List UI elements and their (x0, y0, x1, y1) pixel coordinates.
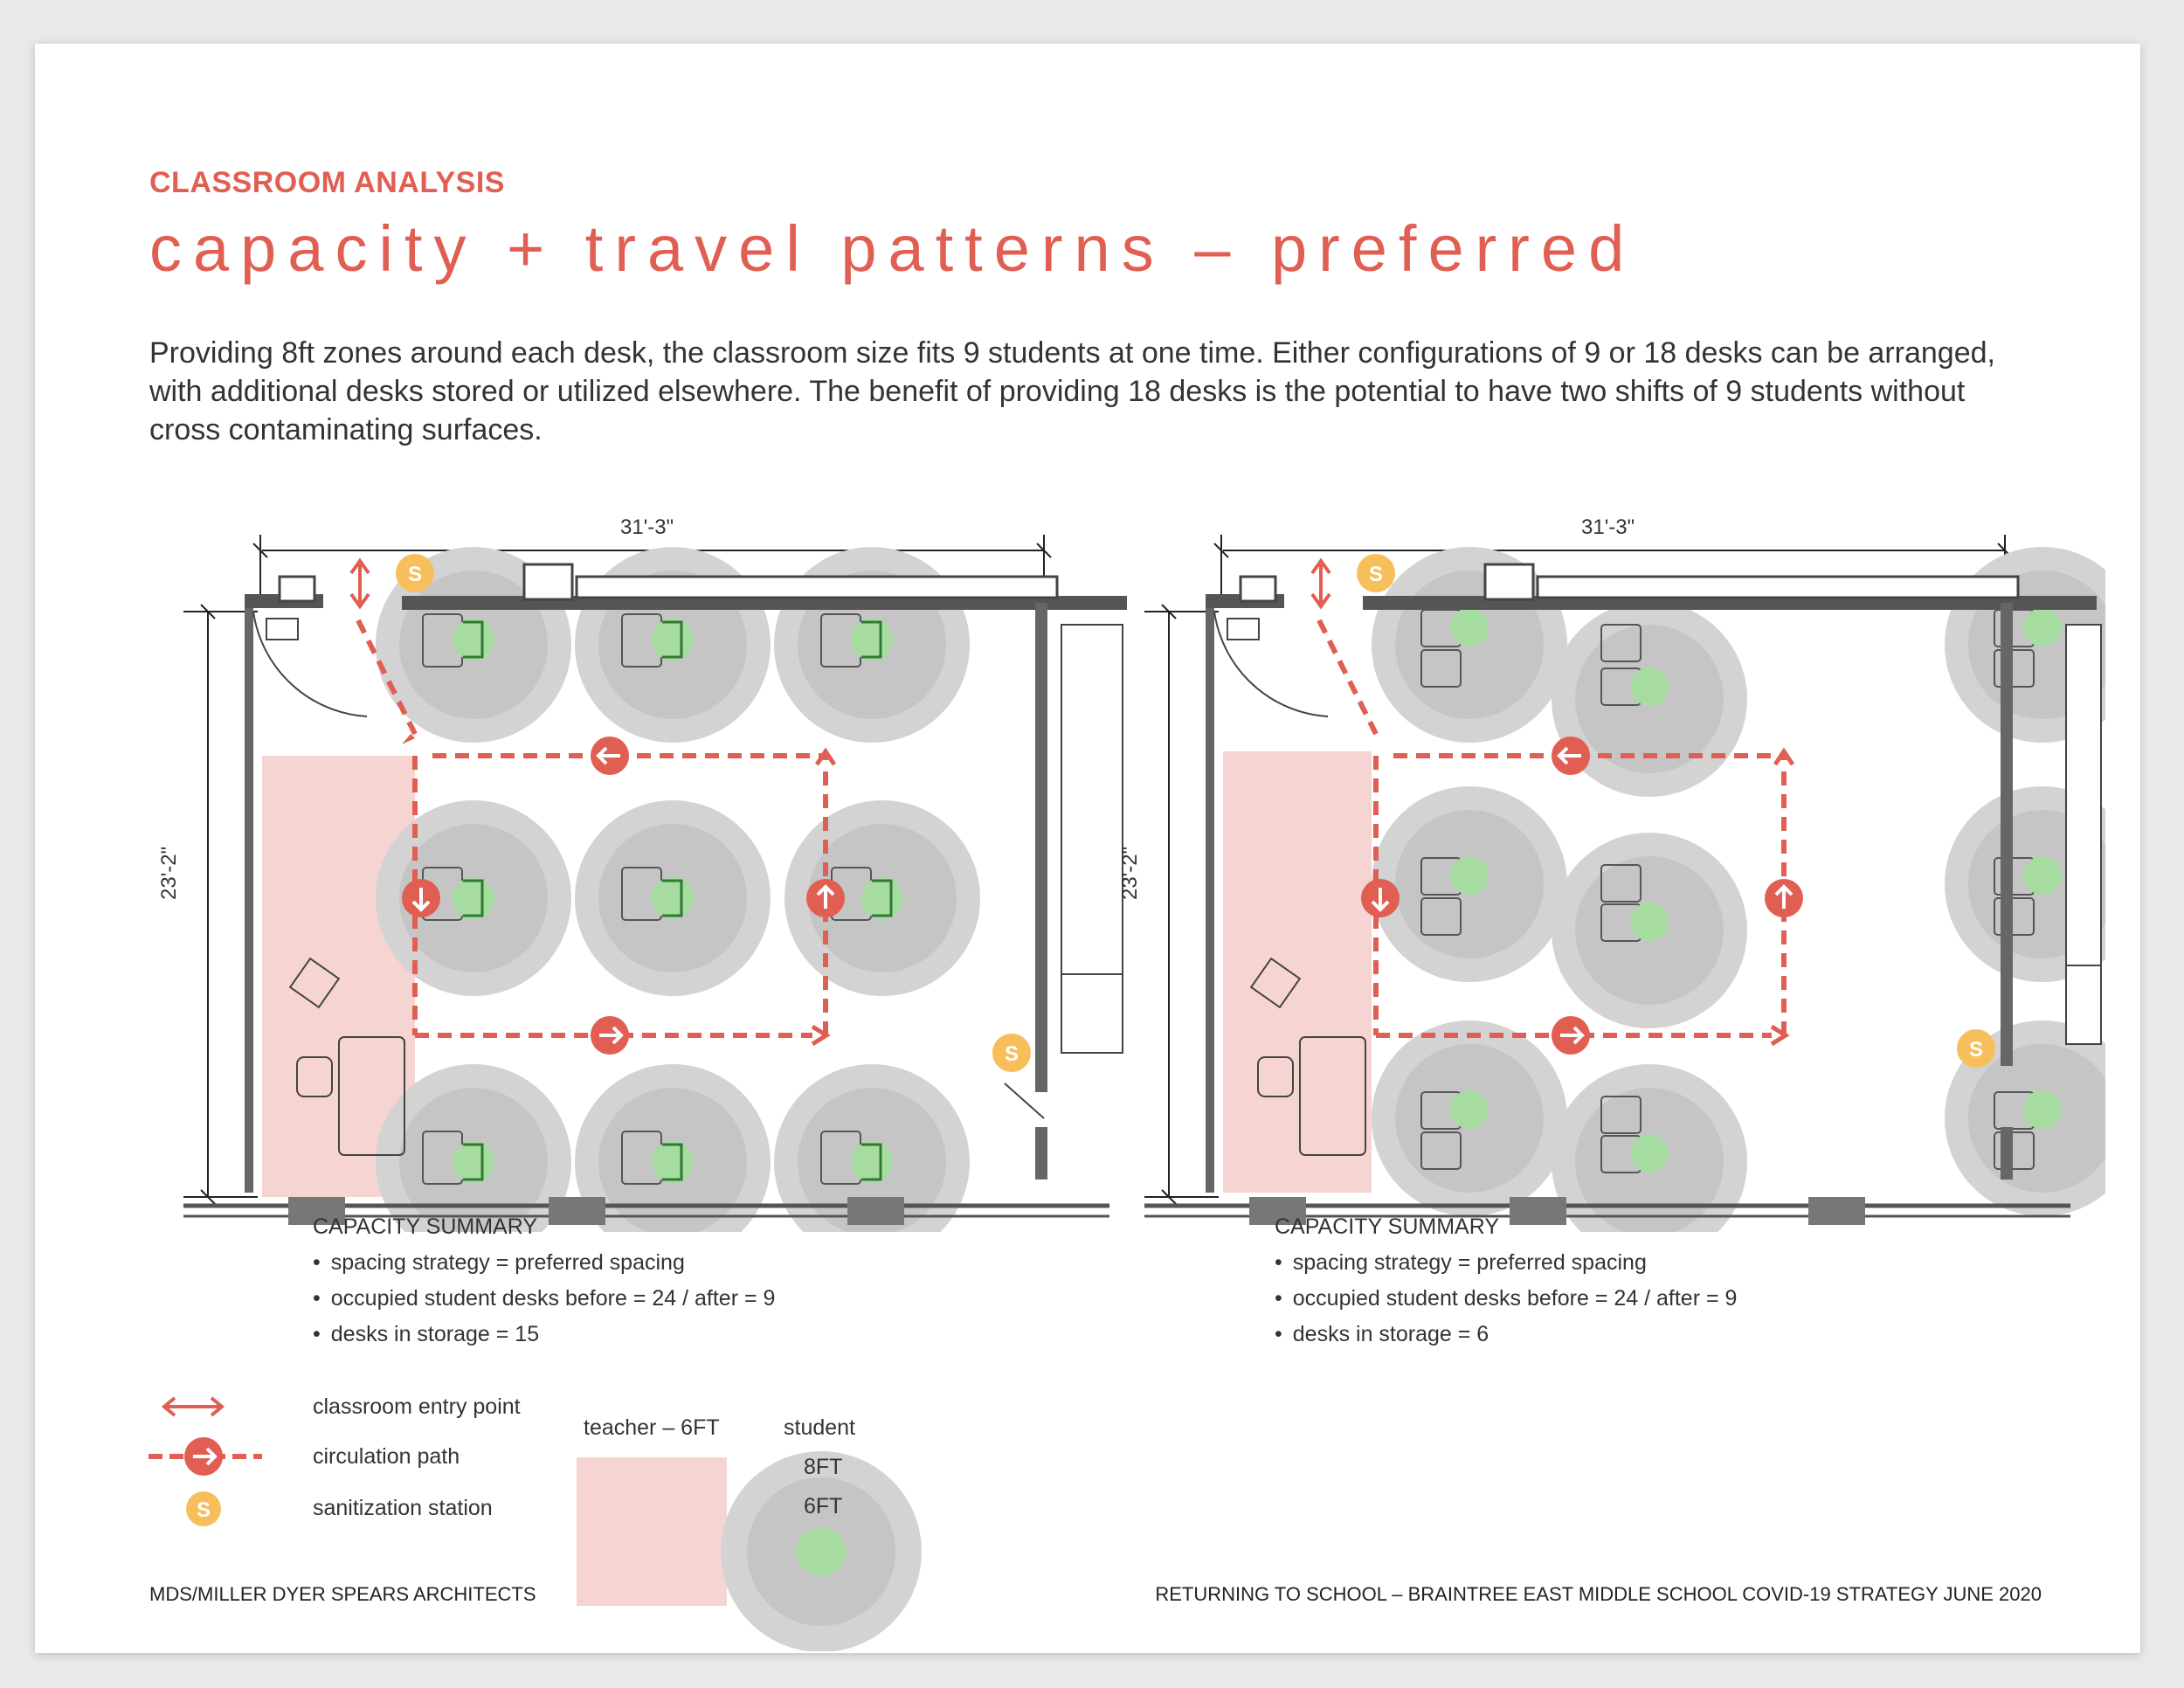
sanitization-station-icon (186, 1491, 221, 1526)
legend-ring-8ft: 8FT (804, 1455, 843, 1479)
legend-label-student: student (784, 1415, 856, 1440)
svg-text:S: S (196, 1498, 211, 1522)
summary-title: CAPACITY SUMMARY (313, 1214, 537, 1239)
teacher-zone-swatch (577, 1457, 727, 1606)
summary-item: • occupied student desks before = 24 / after = 9 (313, 1286, 775, 1311)
legend-label-teacher: teacher – 6FT (584, 1415, 720, 1440)
summary-item: • spacing strategy = preferred spacing (313, 1250, 775, 1276)
floor-plan-drawing (149, 515, 1127, 1232)
intro-paragraph: Providing 8ft zones around each desk, the classroom size fits 9 students at one time. Either configurations of 9 or 18 desks can be arranged, with additional desks stored or utilized elsewhere. The benefit of providing 18 desks is the potential to have two shifts of 9 students without cross contaminating surfaces. (149, 336, 1995, 446)
footer-document: RETURNING TO SCHOOL – BRAINTREE EAST MIDDLE SCHOOL COVID-19 STRATEGY JUNE 2020 (1155, 1583, 2042, 1605)
sanitization-station (992, 1034, 1031, 1072)
floor-plan-1 (149, 515, 1127, 1232)
svg-text:S: S (1004, 1042, 1019, 1066)
legend-graphics (140, 1363, 1013, 1651)
width-dimension: 31'-3" (620, 515, 674, 539)
floor-plan-drawing (1109, 515, 2105, 1232)
floor-plan-2 (1109, 515, 2105, 1232)
legend-label-entry: classroom entry point (313, 1394, 521, 1419)
summary-item: • occupied student desks before = 24 / after = 9 (1275, 1286, 1737, 1311)
student-zone-swatch (721, 1451, 922, 1651)
sanitization-station (1957, 1029, 1995, 1068)
svg-text:S: S (1368, 563, 1384, 586)
student-zones (376, 547, 980, 1232)
width-dimension: 31'-3" (1581, 515, 1635, 539)
section-kicker: CLASSROOM ANALYSIS (149, 166, 505, 199)
summary-item: • spacing strategy = preferred spacing (1275, 1250, 1737, 1276)
legend-label-sanitization: sanitization station (313, 1496, 493, 1520)
svg-text:S: S (407, 563, 423, 586)
height-dimension: 23'-2" (157, 846, 181, 900)
legend (140, 1363, 1013, 1651)
page-sheet (35, 44, 2140, 1653)
sanitization-station (396, 554, 434, 592)
classroom-entry-arrow (351, 561, 369, 606)
height-dimension: 23'-2" (1118, 846, 1142, 900)
page-title: capacity + travel patterns – preferred (149, 212, 1636, 285)
legend-label-circulation: circulation path (313, 1444, 460, 1469)
summary-item: • desks in storage = 6 (1275, 1322, 1737, 1347)
circulation-path-icon (149, 1437, 262, 1476)
entry-arrow-icon (164, 1398, 222, 1415)
sanitization-station (1357, 554, 1395, 592)
summary-item: • desks in storage = 15 (313, 1322, 775, 1347)
summary-title: CAPACITY SUMMARY (1275, 1214, 1499, 1239)
legend-ring-6ft: 6FT (804, 1494, 843, 1519)
classroom-entry-arrow (1312, 561, 1330, 606)
svg-text:S: S (1968, 1038, 1984, 1062)
student-zones (1372, 547, 2105, 1232)
footer-firm: MDS/MILLER DYER SPEARS ARCHITECTS (149, 1583, 536, 1605)
capacity-summary-1 (313, 1214, 775, 1347)
teacher-zone (1223, 751, 1372, 1193)
capacity-summary-2 (1275, 1214, 1737, 1347)
